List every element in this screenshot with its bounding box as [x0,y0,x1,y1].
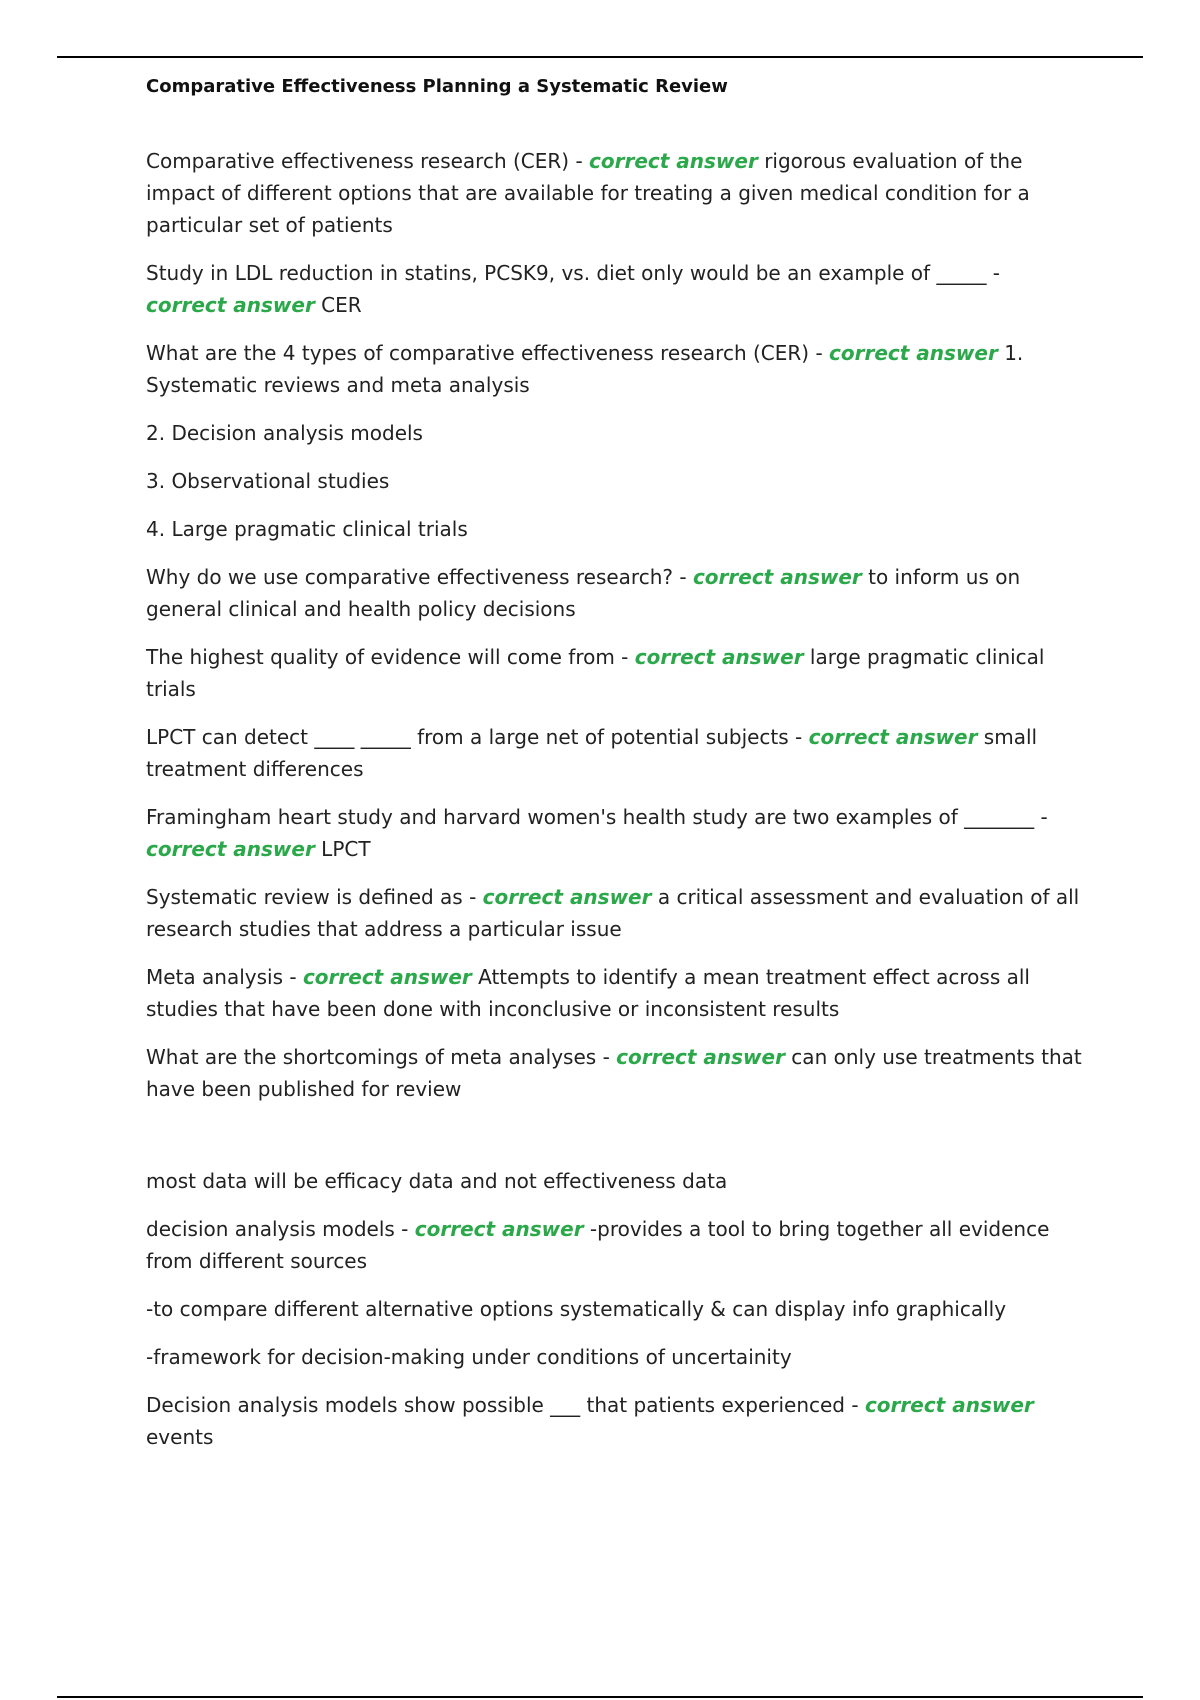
qa-list [146,145,1086,1453]
answer-marker: correct answer [808,725,978,749]
answer-marker: correct answer [864,1393,1034,1417]
paragraph: Framingham heart study and harvard women's health study are two examples of _______ - correct answer LPCT [146,805,1048,861]
document-body [146,72,1086,1469]
answer-marker: correct answer [589,149,758,173]
paragraph: What are the 4 types of comparative effectiveness research (CER) - correct answer 1. Systematic reviews and meta analysis [146,341,1024,397]
answer-marker: correct answer [146,837,315,861]
paragraph: 4. Large pragmatic clinical trials [146,517,468,541]
document-title: Comparative Effectiveness Planning a Systematic Review [146,76,728,97]
paragraph: decision analysis models - correct answer -provides a tool to bring together all evidence from different sources [146,1217,1050,1273]
paragraph: Meta analysis - correct answer Attempts to identify a mean treatment effect across all studies that have been done with inconclusive or inconsistent results [146,965,1030,1021]
answer-marker: correct answer [692,565,862,589]
paragraph: Systematic review is defined as - correct answer a critical assessment and evaluation of all research studies that address a particular issue [146,885,1080,941]
paragraph: Comparative effectiveness research (CER) - correct answer rigorous evaluation of the impact of different options that are available for treating a given medical condition for a particular set of patients [146,149,1030,237]
paragraph: LPCT can detect ____ _____ from a large net of potential subjects - correct answer small treatment differences [146,725,1038,781]
answer-marker: correct answer [616,1045,785,1069]
answer-marker: correct answer [829,341,998,365]
answer-marker: correct answer [634,645,804,669]
bottom-rule [57,1696,1143,1698]
paragraph: 3. Observational studies [146,469,390,493]
paragraph: -to compare different alternative options systematically & can display info graphically [146,1297,1007,1321]
paragraph: most data will be efficacy data and not effectiveness data [146,1169,728,1193]
answer-marker: correct answer [146,293,315,317]
paragraph: The highest quality of evidence will come from - correct answer large pragmatic clinical trials [146,645,1045,701]
paragraph: 2. Decision analysis models [146,421,423,445]
paragraph: -framework for decision-making under conditions of uncertainity [146,1345,792,1369]
paragraph: Study in LDL reduction in statins, PCSK9, vs. diet only would be an example of _____ - correct answer CER [146,261,1001,317]
paragraph: What are the shortcomings of meta analyses - correct answer can only use treatments that have been published for review [146,1045,1082,1101]
top-rule [57,56,1143,58]
paragraph: Why do we use comparative effectiveness research? - correct answer to inform us on general clinical and health policy decisions [146,565,1021,621]
paragraph-gap [146,1121,1086,1165]
answer-marker: correct answer [302,965,472,989]
answer-marker: correct answer [414,1217,584,1241]
paragraph: Decision analysis models show possible ___ that patients experienced - correct answer events [146,1393,1034,1449]
answer-marker: correct answer [482,885,652,909]
